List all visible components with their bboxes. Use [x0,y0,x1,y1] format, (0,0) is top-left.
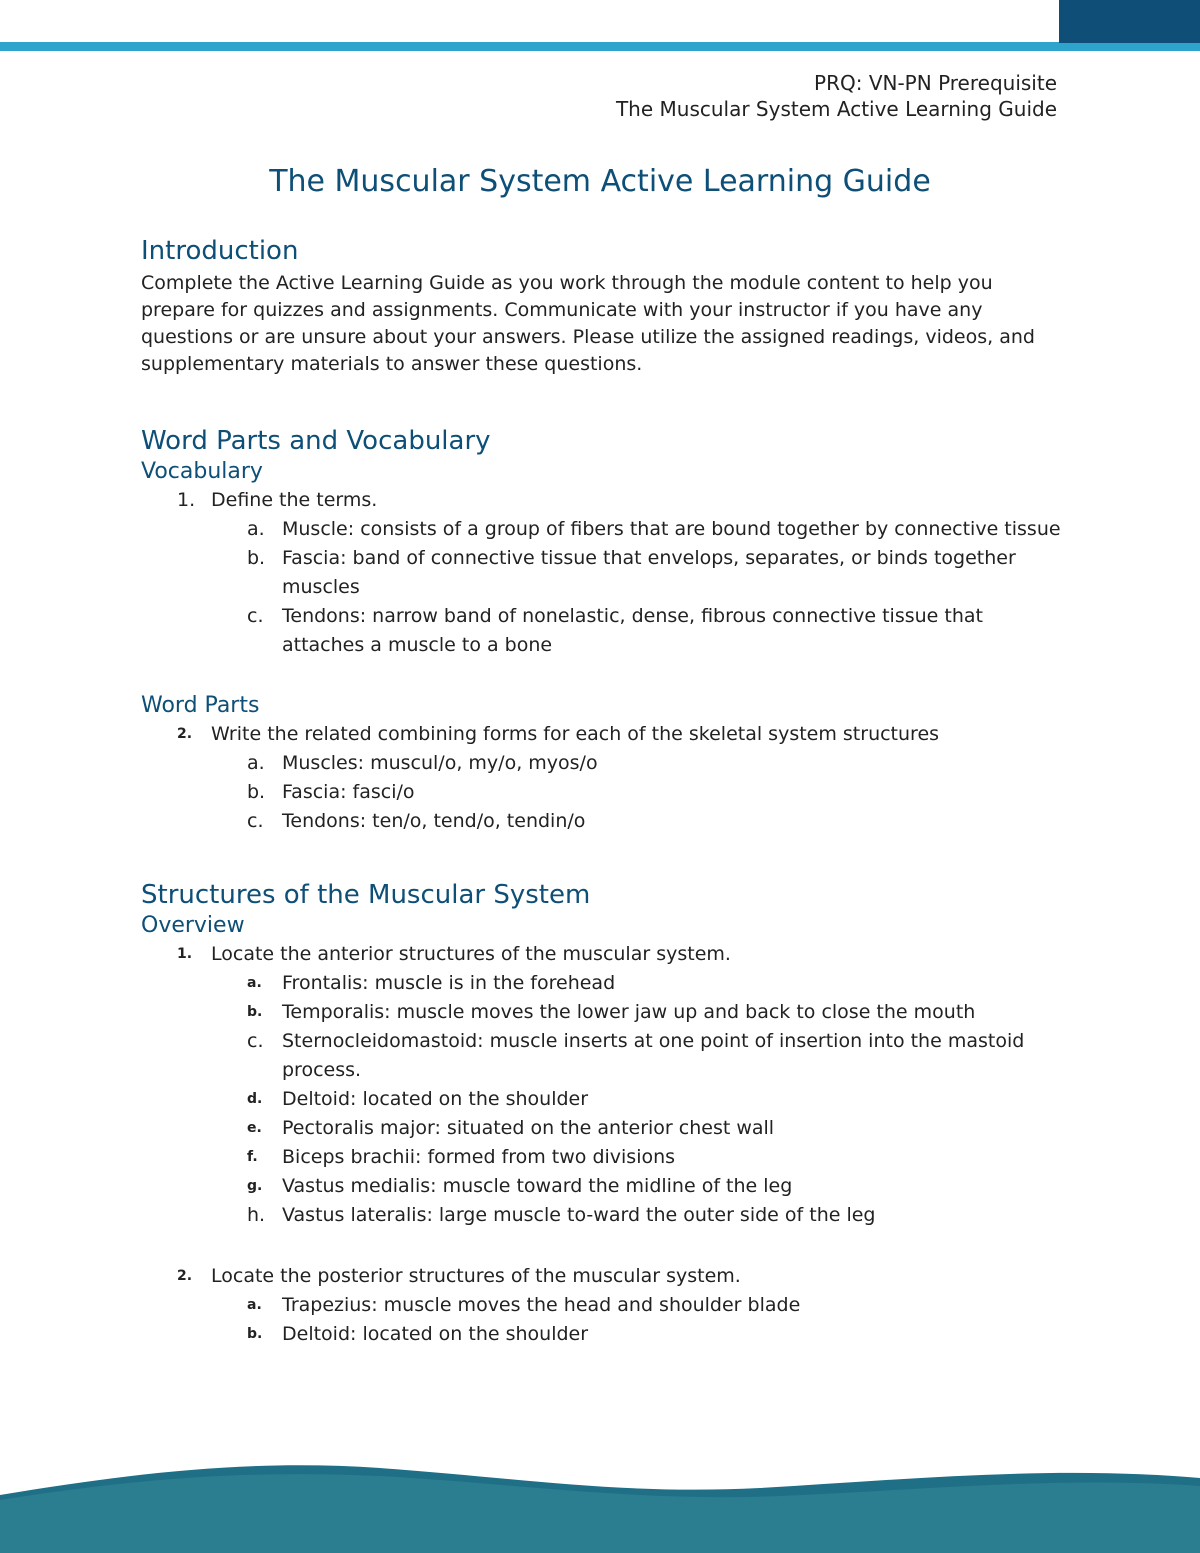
header-accent-block [1059,0,1200,43]
word-parts-subheading: Word Parts [141,693,260,718]
running-header [616,70,1057,122]
intro-paragraph: Complete the Active Learning Guide as you work through the module content to help you prepare for quizzes and assignments. Communicate with your instructor if you have any questions or are unsure about your answers. Please utilize the assigned readings, videos, and supplementary materials to answer these questions. [141,272,1035,375]
list-text: Deltoid: located on the shoulder [282,1088,589,1110]
question-number: 2. [177,1268,193,1284]
list-letter: f. [247,1149,258,1165]
question-number: 1. [177,489,196,511]
list-letter: b. [247,547,266,569]
overview-subheading: Overview [141,913,245,938]
document-body [141,234,1061,1349]
list-item [141,544,1061,602]
list-text: Deltoid: located on the shoulder [282,1323,589,1345]
question-text: Locate the anterior structures of the muscular system. [211,943,731,965]
list-item [141,1172,1061,1201]
list-letter: e. [247,1120,262,1136]
header-doc-title: The Muscular System Active Learning Guide [615,97,1057,121]
list-item [141,807,1061,836]
list-item [141,1114,1061,1143]
page-title: The Muscular System Active Learning Guide [269,164,931,199]
list-letter: a. [247,518,265,540]
list-text: Frontalis: muscle is in the forehead [282,972,616,994]
list-text: Vastus medialis: muscle toward the midline of the leg [282,1175,793,1197]
list-item [141,1027,1061,1085]
list-item [141,1291,1061,1320]
list-item [141,749,1061,778]
header-course: PRQ: VN-PN Prerequisite [814,71,1057,95]
list-letter: b. [247,1004,263,1020]
list-letter: h. [247,1204,266,1226]
footer-wave-front [0,1474,1200,1553]
list-letter: c. [247,810,264,832]
list-item [141,1320,1061,1349]
list-text: Vastus lateralis: large muscle to-ward the outer side of the leg [282,1204,876,1226]
word-parts-section-heading: Word Parts and Vocabulary [141,426,491,456]
list-text: Sternocleidomastoid: muscle inserts at one point of insertion into the mastoid process. [282,1030,1025,1081]
question-combining-forms [141,720,1061,749]
question-text: Write the related combining forms for each of the skeletal system structures [211,723,940,745]
list-item [141,778,1061,807]
list-text: Temporalis: muscle moves the lower jaw up and back to close the mouth [282,1001,976,1023]
question-number: 2. [177,726,193,742]
list-letter: a. [247,1297,262,1313]
list-item [141,1201,1061,1230]
question-define-terms [141,486,1061,515]
list-item [141,515,1061,544]
structures-section-heading: Structures of the Muscular System [141,880,591,910]
list-item [141,969,1061,998]
list-letter: b. [247,781,266,803]
question-number: 1. [177,946,193,962]
list-text: Pectoralis major: situated on the anterior chest wall [282,1117,775,1139]
question-text: Define the terms. [211,489,378,511]
list-letter: c. [247,605,264,627]
list-letter: c. [247,1030,264,1052]
list-letter: a. [247,752,265,774]
question-posterior [141,1262,1061,1291]
question-text: Locate the posterior structures of the muscular system. [211,1265,741,1287]
list-text: Tendons: narrow band of nonelastic, dense, fibrous connective tissue that attaches a muscle to a bone [282,605,983,656]
list-text: Biceps brachii: formed from two divisions [282,1146,676,1168]
list-text: Fascia: band of connective tissue that envelops, separates, or binds together muscles [282,547,1016,598]
vocabulary-subheading: Vocabulary [141,459,263,484]
header-rule [0,42,1200,51]
list-letter: d. [247,1091,263,1107]
list-letter: b. [247,1326,263,1342]
list-letter: a. [247,975,262,991]
list-text: Trapezius: muscle moves the head and shoulder blade [282,1294,801,1316]
list-text: Muscles: muscul/o, my/o, myos/o [282,752,598,774]
list-text: Muscle: consists of a group of fibers that are bound together by connective tissue [282,518,1061,540]
list-item [141,1085,1061,1114]
intro-heading: Introduction [141,236,299,266]
list-letter: g. [247,1178,263,1194]
list-item [141,602,1061,660]
list-text: Tendons: ten/o, tend/o, tendin/o [282,810,586,832]
list-text: Fascia: fasci/o [282,781,415,803]
list-item [141,998,1061,1027]
list-item [141,1143,1061,1172]
question-anterior [141,940,1061,969]
footer-wave [0,1440,1200,1553]
